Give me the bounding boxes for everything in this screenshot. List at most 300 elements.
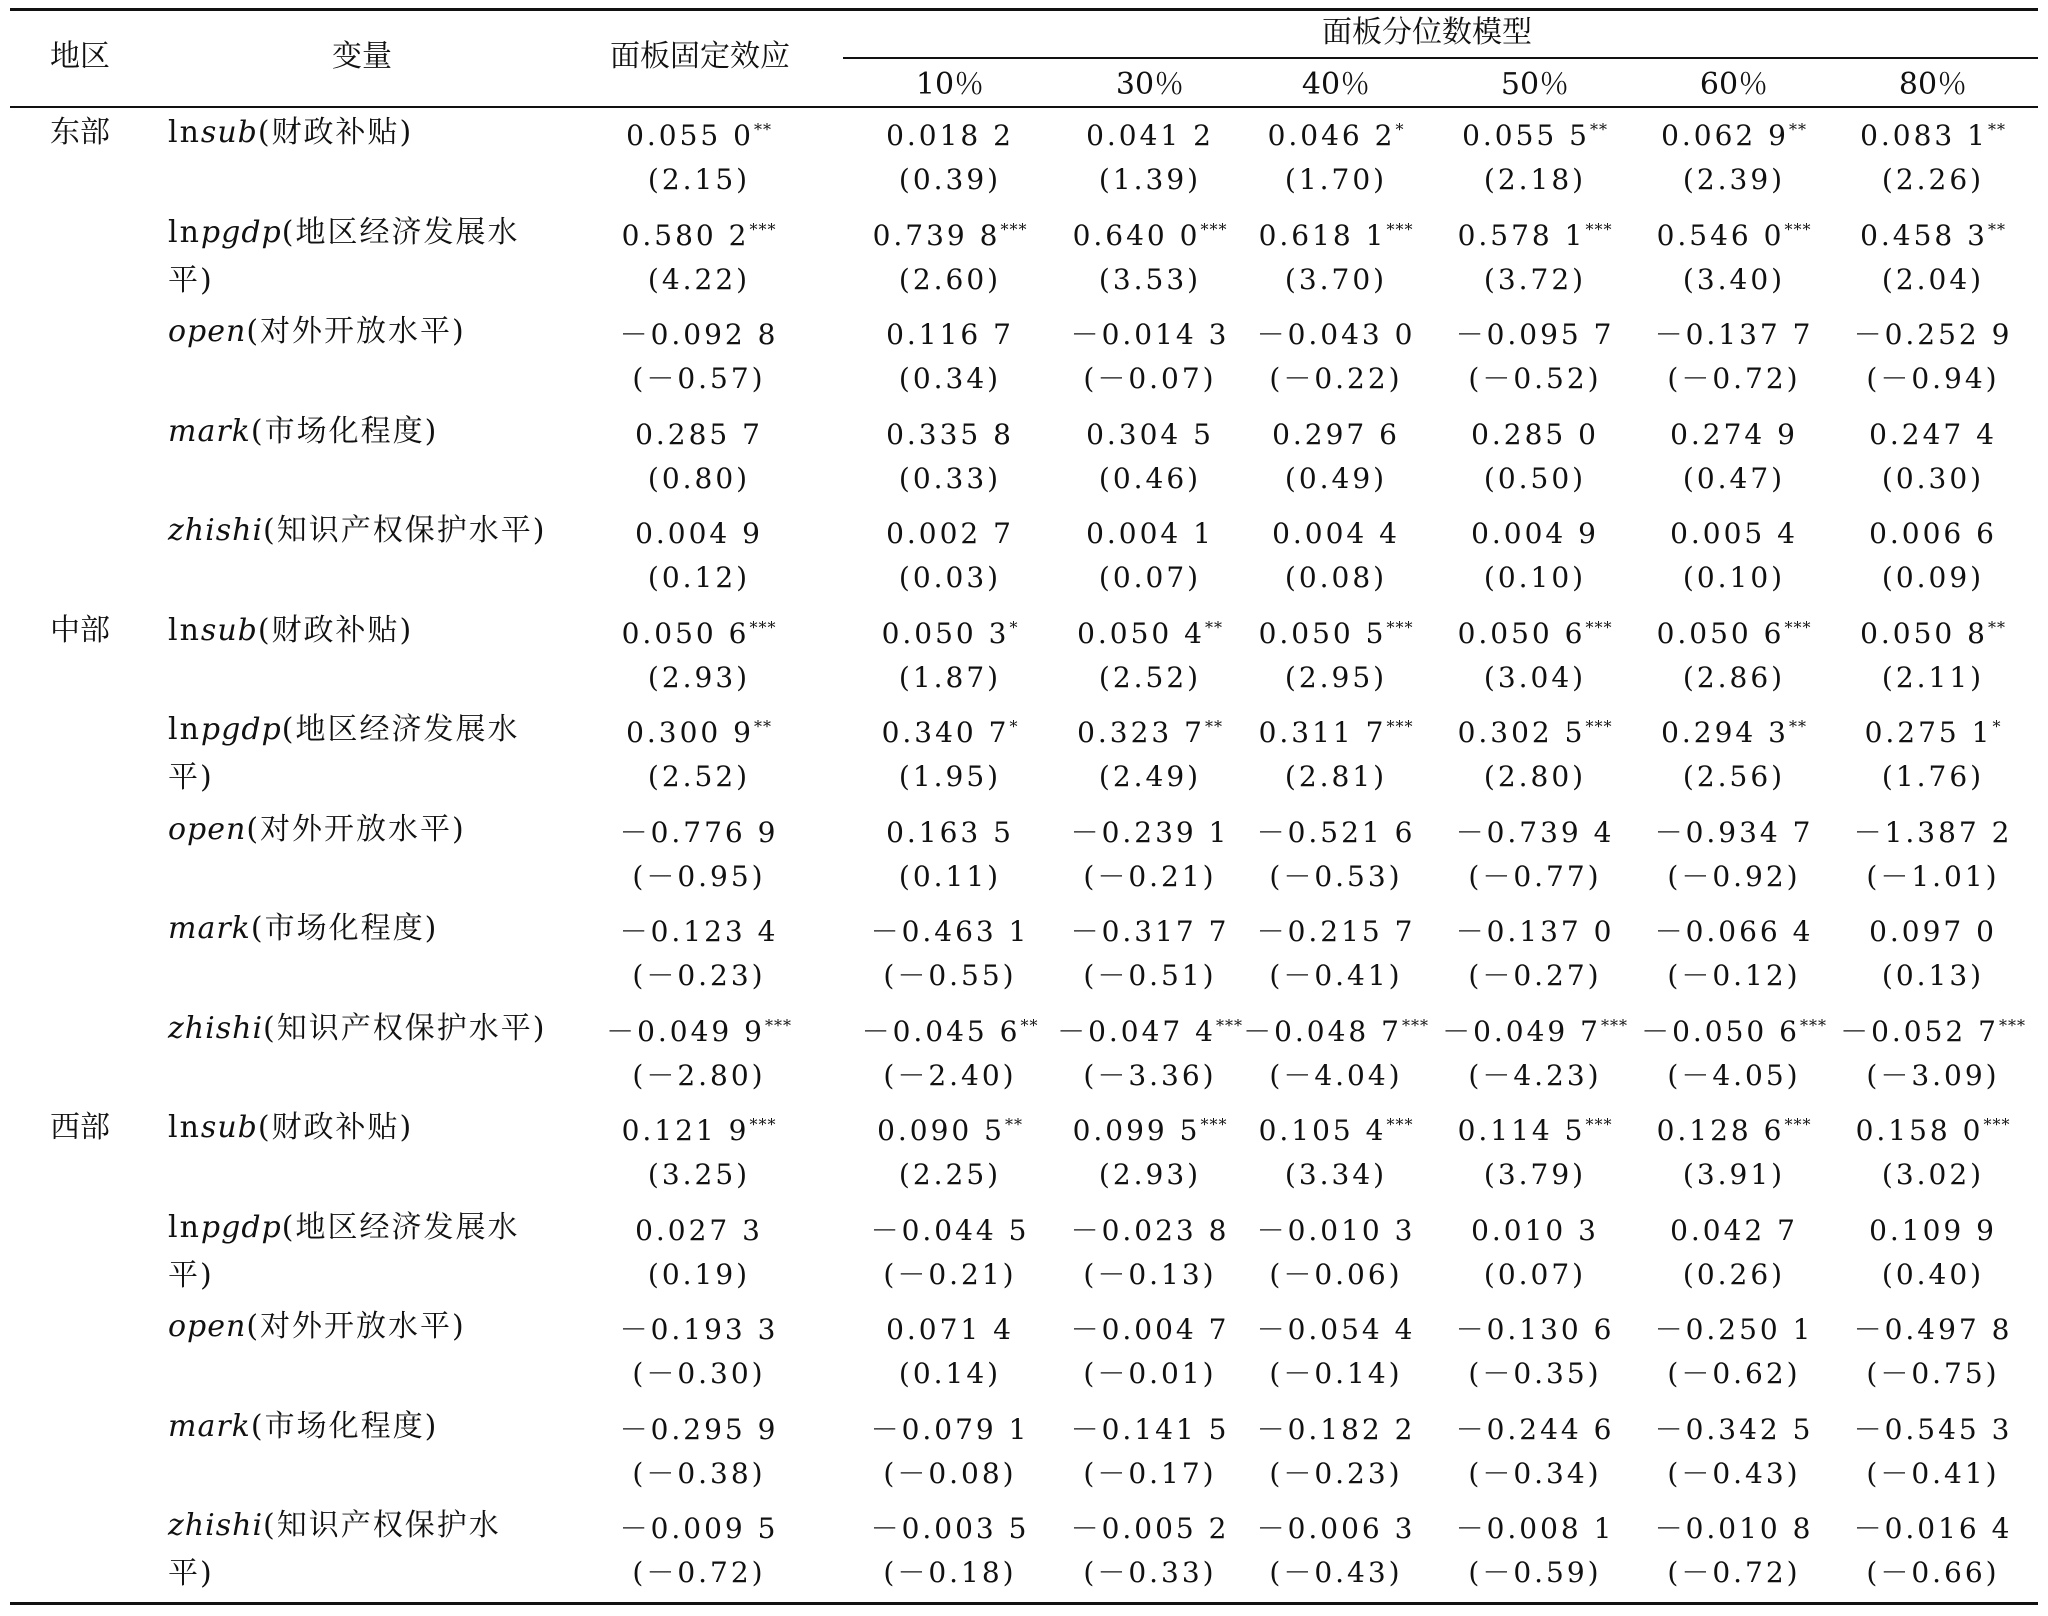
coefficient-cell [1055, 119, 1245, 152]
coefficient-cell [1241, 815, 1431, 849]
t-statistic-cell: (2.81) [1284, 760, 1388, 793]
coefficient-cell [1639, 218, 1829, 252]
t-statistic-cell: (0.39) [898, 163, 1002, 196]
coefficient-cell [1241, 716, 1431, 749]
coefficient-cell [1440, 1213, 1630, 1247]
coefficient-cell [604, 716, 794, 749]
t-statistic-cell: (－4.04) [1269, 1058, 1403, 1092]
coefficient-cell [1241, 1014, 1431, 1048]
coefficient-value: 0.050 5 [1258, 616, 1387, 650]
coefficient-value: 0.004 4 [1272, 517, 1400, 550]
coefficient-cell [1055, 517, 1245, 550]
significance-stars: *** [1401, 1015, 1429, 1035]
significance-stars: ** [1987, 120, 2006, 139]
coefficient-cell [604, 616, 794, 650]
coefficient-value: 0.006 6 [1869, 517, 1997, 550]
coefficient-cell [1440, 815, 1630, 849]
coefficient-value: －0.182 2 [1256, 1412, 1416, 1446]
coefficient-value: 0.294 3 [1661, 716, 1789, 749]
significance-stars: *** [1585, 717, 1613, 736]
coefficient-cell [1055, 1512, 1245, 1545]
coefficient-value: 0.027 3 [635, 1213, 763, 1247]
coefficient-value: －0.137 0 [1455, 915, 1615, 948]
coefficient-cell [1639, 1213, 1829, 1247]
coefficient-value: 0.739 8 [872, 218, 1001, 252]
variable-symbol: mark [168, 911, 251, 946]
significance-stars: * [1395, 120, 1405, 139]
coefficient-cell [604, 1512, 794, 1545]
coefficient-value: －0.215 7 [1256, 915, 1416, 948]
t-statistic-cell: (－0.72) [632, 1556, 766, 1589]
variable-label [168, 811, 466, 847]
coefficient-cell [1055, 318, 1245, 351]
t-statistic-cell: (2.26) [1881, 163, 1985, 196]
coefficient-cell [855, 616, 1045, 650]
coefficient-value: －0.003 5 [870, 1512, 1030, 1545]
variable-label-continuation: 平) [168, 1257, 214, 1293]
t-statistic-cell: (－1.01) [1866, 859, 2000, 893]
coefficient-cell [1440, 1412, 1630, 1446]
significance-stars: ** [1788, 120, 1807, 139]
coefficient-value: －0.050 6 [1641, 1014, 1800, 1048]
variable-description: (对外开放水平) [246, 811, 466, 847]
variable-description: (对外开放水平) [246, 1309, 466, 1344]
t-statistic-cell: (0.11) [898, 859, 1002, 893]
t-statistic-cell: (－0.23) [1269, 1456, 1403, 1490]
t-statistic-cell: (－0.06) [1269, 1257, 1403, 1291]
t-statistic-cell: (0.10) [1483, 561, 1587, 594]
significance-stars: *** [1784, 1115, 1812, 1134]
bottom-rule [10, 1602, 2038, 1605]
coefficient-cell [1838, 318, 2028, 351]
variable-label-continuation: 平) [168, 262, 214, 298]
coefficient-value: －0.342 5 [1654, 1412, 1814, 1446]
significance-stars: ** [1589, 120, 1608, 139]
coefficient-cell [1055, 1014, 1245, 1048]
t-statistic-cell: (0.26) [1682, 1257, 1786, 1291]
variable-symbol: open [168, 811, 247, 847]
significance-stars: *** [1784, 617, 1812, 637]
coefficient-cell [1639, 517, 1829, 550]
variable-symbol: mark [168, 1408, 251, 1444]
t-statistic-cell: (－0.21) [883, 1257, 1017, 1291]
variable-description: (知识产权保护水 [263, 1508, 501, 1543]
coefficient-value: －0.123 4 [619, 915, 779, 948]
header-bottom-rule [10, 106, 2038, 108]
t-statistic-cell: (3.34) [1284, 1158, 1388, 1191]
coefficient-value: 0.247 4 [1869, 417, 1997, 451]
variable-description: (市场化程度) [250, 911, 439, 946]
header-region: 地区 [50, 39, 110, 74]
coefficient-cell [1838, 417, 2028, 451]
significance-stars: ** [753, 120, 772, 139]
coefficient-cell [1241, 1512, 1431, 1545]
coefficient-cell [1639, 815, 1829, 849]
significance-stars: *** [1386, 219, 1414, 239]
t-statistic-cell: (3.02) [1881, 1158, 1985, 1191]
variable-prefix: ln [168, 1110, 201, 1145]
coefficient-value: 0.640 0 [1072, 218, 1201, 252]
coefficient-value: 0.311 7 [1258, 716, 1387, 749]
significance-stars: ** [1788, 717, 1807, 736]
t-statistic-cell: (－0.75) [1866, 1357, 2000, 1390]
t-statistic-cell: (2.25) [898, 1158, 1002, 1191]
coefficient-value: －0.244 6 [1455, 1412, 1615, 1446]
header-panel-quantile: 面板分位数模型 [1322, 15, 1532, 50]
t-statistic-cell: (－0.72) [1667, 362, 1801, 395]
coefficient-value: －0.545 3 [1853, 1412, 2013, 1446]
t-statistic-cell: (3.25) [647, 1158, 751, 1191]
coefficient-cell [604, 1114, 794, 1147]
coefficient-cell [855, 517, 1045, 550]
coefficient-value: －0.193 3 [619, 1313, 779, 1346]
coefficient-value: －0.016 4 [1853, 1512, 2013, 1545]
coefficient-value: 0.285 0 [1471, 417, 1599, 451]
t-statistic-cell: (2.80) [1483, 760, 1587, 793]
coefficient-value: －0.252 9 [1853, 318, 2013, 351]
coefficient-value: 0.062 9 [1661, 119, 1789, 152]
t-statistic-cell: (－4.05) [1667, 1058, 1801, 1092]
variable-symbol: pgdp [200, 214, 282, 250]
t-statistic-cell: (0.47) [1682, 461, 1786, 495]
significance-stars: * [1009, 717, 1019, 736]
significance-stars: *** [1585, 219, 1613, 239]
t-statistic-cell: (2.52) [647, 760, 751, 793]
coefficient-cell [1639, 1014, 1829, 1048]
variable-description: (财政补贴) [257, 1110, 414, 1145]
coefficient-value: 0.099 5 [1072, 1114, 1201, 1147]
coefficient-cell [1639, 616, 1829, 650]
variable-description: (对外开放水平) [246, 314, 466, 349]
quantile-header: 50％ [1500, 67, 1570, 102]
significance-stars: *** [749, 219, 777, 239]
coefficient-cell [1055, 616, 1245, 650]
coefficient-value: 0.010 3 [1471, 1213, 1599, 1247]
variable-description: (财政补贴) [257, 612, 414, 648]
t-statistic-cell: (－0.43) [1269, 1556, 1403, 1589]
coefficient-value: －0.317 7 [1070, 915, 1230, 948]
coefficient-value: －0.004 7 [1070, 1313, 1230, 1346]
coefficient-value: 0.050 6 [1457, 616, 1586, 650]
t-statistic-cell: (－0.41) [1866, 1456, 2000, 1490]
coefficient-value: 0.004 9 [635, 517, 763, 550]
t-statistic-cell: (0.14) [898, 1357, 1002, 1390]
quantile-header: 10％ [915, 67, 985, 102]
coefficient-value: －0.010 8 [1654, 1512, 1814, 1545]
coefficient-cell [1241, 119, 1431, 152]
coefficient-value: －0.295 9 [619, 1412, 779, 1446]
coefficient-value: 0.046 2 [1267, 119, 1396, 152]
variable-label [168, 513, 547, 548]
variable-description: (市场化程度) [250, 413, 439, 449]
coefficient-cell [604, 1313, 794, 1346]
variable-symbol: sub [200, 612, 258, 648]
coefficient-value: 0.050 6 [621, 616, 750, 650]
variable-symbol: pgdp [200, 712, 282, 747]
t-statistic-cell: (－0.55) [883, 959, 1017, 992]
coefficient-cell [1639, 1114, 1829, 1147]
coefficient-cell [855, 1213, 1045, 1247]
coefficient-value: －0.043 0 [1256, 318, 1416, 351]
coefficient-value: 0.050 8 [1860, 616, 1988, 650]
variable-label-continuation: 平) [168, 1556, 214, 1591]
coefficient-cell [1440, 1014, 1630, 1048]
significance-stars: *** [1215, 1015, 1243, 1035]
coefficient-value: －0.006 3 [1256, 1512, 1416, 1545]
significance-stars: ** [1204, 617, 1223, 637]
t-statistic-cell: (3.53) [1098, 262, 1202, 296]
t-statistic-cell: (－0.51) [1083, 959, 1217, 992]
t-statistic-cell: (－0.23) [632, 959, 766, 992]
significance-stars: *** [1585, 1115, 1613, 1134]
t-statistic-cell: (0.08) [1284, 561, 1388, 594]
significance-stars: *** [1799, 1015, 1827, 1035]
coefficient-cell [855, 1313, 1045, 1346]
significance-stars: ** [753, 717, 772, 736]
coefficient-cell [1241, 915, 1431, 948]
coefficient-cell [1241, 517, 1431, 550]
t-statistic-cell: (－0.21) [1083, 859, 1217, 893]
header-variable: 变量 [332, 39, 392, 74]
t-statistic-cell: (0.07) [1098, 561, 1202, 594]
coefficient-cell [855, 815, 1045, 849]
significance-stars: * [1009, 617, 1019, 637]
coefficient-cell [1241, 1313, 1431, 1346]
variable-label [168, 712, 520, 747]
t-statistic-cell: (2.15) [647, 163, 751, 196]
t-statistic-cell: (1.70) [1284, 163, 1388, 196]
region-label: 中部 [50, 612, 110, 648]
variable-label [168, 115, 414, 150]
coefficient-value: －0.014 3 [1070, 318, 1230, 351]
coefficient-cell [1440, 218, 1630, 252]
coefficient-value: 0.618 1 [1258, 218, 1387, 252]
variable-symbol: zhishi [168, 1508, 264, 1543]
variable-label [168, 612, 414, 648]
t-statistic-cell: (－0.30) [632, 1357, 766, 1390]
coefficient-cell [1838, 1512, 2028, 1545]
t-statistic-cell: (1.39) [1098, 163, 1202, 196]
t-statistic-cell: (2.04) [1881, 262, 1985, 296]
coefficient-value: 0.050 3 [881, 616, 1010, 650]
coefficient-cell [1838, 915, 2028, 948]
significance-stars: *** [1585, 617, 1613, 637]
header-fixed-effect: 面板固定效应 [610, 39, 790, 74]
coefficient-value: －0.044 5 [870, 1213, 1030, 1247]
top-rule [10, 8, 2038, 11]
t-statistic-cell: (0.03) [898, 561, 1002, 594]
coefficient-value: 0.114 5 [1457, 1114, 1586, 1147]
coefficient-cell [1639, 716, 1829, 749]
coefficient-value: 0.071 4 [886, 1313, 1014, 1346]
t-statistic-cell: (2.52) [1098, 660, 1202, 694]
variable-prefix: ln [168, 1209, 201, 1245]
coefficient-value: 0.050 6 [1656, 616, 1785, 650]
variable-description: (知识产权保护水平) [263, 513, 547, 548]
t-statistic-cell: (0.46) [1098, 461, 1202, 495]
coefficient-value: －0.047 4 [1057, 1014, 1216, 1048]
t-statistic-cell: (4.22) [647, 262, 751, 296]
coefficient-value: 0.050 4 [1077, 616, 1205, 650]
t-statistic-cell: (－0.22) [1269, 362, 1403, 395]
variable-description: (地区经济发展水 [281, 214, 520, 250]
variable-prefix: ln [168, 612, 201, 648]
t-statistic-cell: (2.11) [1881, 660, 1985, 694]
coefficient-cell [1838, 716, 2028, 749]
quantile-header: 80％ [1898, 67, 1968, 102]
coefficient-value: －0.934 7 [1654, 815, 1814, 849]
coefficient-cell [1440, 1313, 1630, 1346]
coefficient-value: －0.023 8 [1070, 1213, 1230, 1247]
coefficient-cell [604, 1412, 794, 1446]
coefficient-value: －0.141 5 [1070, 1412, 1230, 1446]
coefficient-cell [604, 119, 794, 152]
significance-stars: *** [1200, 219, 1228, 239]
quantile-header-rule [843, 57, 2038, 59]
coefficient-value: 0.300 9 [626, 716, 754, 749]
coefficient-cell [1241, 318, 1431, 351]
t-statistic-cell: (0.50) [1483, 461, 1587, 495]
coefficient-cell [1838, 119, 2028, 152]
variable-description: (财政补贴) [257, 115, 414, 150]
coefficient-cell [855, 417, 1045, 451]
t-statistic-cell: (0.07) [1483, 1257, 1587, 1291]
t-statistic-cell: (－0.95) [632, 859, 766, 893]
t-statistic-cell: (－0.77) [1468, 859, 1602, 893]
coefficient-value: 0.302 5 [1457, 716, 1586, 749]
coefficient-value: －0.250 1 [1654, 1313, 1814, 1346]
coefficient-cell [1055, 716, 1245, 749]
coefficient-value: －0.137 7 [1654, 318, 1814, 351]
t-statistic-cell: (2.49) [1098, 760, 1202, 793]
t-statistic-cell: (－0.27) [1468, 959, 1602, 992]
t-statistic-cell: (2.39) [1682, 163, 1786, 196]
significance-stars: *** [1386, 1115, 1414, 1134]
variable-description: (地区经济发展水 [281, 712, 520, 747]
coefficient-cell [1440, 119, 1630, 152]
coefficient-value: 0.458 3 [1860, 218, 1988, 252]
t-statistic-cell: (2.56) [1682, 760, 1786, 793]
quantile-header: 40％ [1301, 67, 1371, 102]
coefficient-value: 0.578 1 [1457, 218, 1586, 252]
coefficient-value: 0.002 7 [886, 517, 1014, 550]
variable-prefix: ln [168, 214, 201, 250]
coefficient-value: 0.097 0 [1869, 915, 1997, 948]
coefficient-value: 0.580 2 [621, 218, 750, 252]
coefficient-cell [1055, 1114, 1245, 1147]
coefficient-cell [1838, 1213, 2028, 1247]
coefficient-cell [855, 915, 1045, 948]
coefficient-value: 0.285 7 [635, 417, 763, 451]
t-statistic-cell: (－0.35) [1468, 1357, 1602, 1390]
coefficient-value: 0.340 7 [881, 716, 1010, 749]
t-statistic-cell: (2.93) [1098, 1158, 1202, 1191]
variable-label [168, 911, 439, 946]
coefficient-value: 0.018 2 [886, 119, 1014, 152]
coefficient-value: 0.041 2 [1086, 119, 1214, 152]
coefficient-value: 0.275 1 [1864, 716, 1993, 749]
t-statistic-cell: (2.18) [1483, 163, 1587, 196]
variable-label [168, 1010, 547, 1046]
t-statistic-cell: (－2.80) [632, 1058, 766, 1092]
coefficient-cell [1440, 716, 1630, 749]
t-statistic-cell: (－0.59) [1468, 1556, 1602, 1589]
variable-label [168, 214, 520, 250]
t-statistic-cell: (2.95) [1284, 660, 1388, 694]
coefficient-cell [604, 1213, 794, 1247]
t-statistic-cell: (0.33) [898, 461, 1002, 495]
t-statistic-cell: (0.34) [898, 362, 1002, 395]
coefficient-value: 0.055 0 [626, 119, 754, 152]
significance-stars: *** [749, 1115, 777, 1134]
coefficient-cell [855, 716, 1045, 749]
coefficient-cell [604, 417, 794, 451]
coefficient-cell [1838, 1014, 2028, 1048]
coefficient-value: 0.128 6 [1656, 1114, 1785, 1147]
coefficient-value: 0.323 7 [1077, 716, 1205, 749]
variable-label [168, 413, 439, 449]
coefficient-value: 0.004 1 [1086, 517, 1214, 550]
coefficient-value: －0.079 1 [870, 1412, 1030, 1446]
coefficient-cell [1838, 218, 2028, 252]
t-statistic-cell: (－0.12) [1667, 959, 1801, 992]
significance-stars: ** [1987, 617, 2006, 637]
coefficient-cell [1639, 1412, 1829, 1446]
coefficient-cell [1639, 915, 1829, 948]
variable-symbol: pgdp [200, 1209, 282, 1245]
t-statistic-cell: (0.80) [647, 461, 751, 495]
variable-label [168, 1508, 501, 1543]
quantile-header: 30％ [1115, 67, 1185, 102]
coefficient-cell [604, 1014, 794, 1048]
coefficient-cell [1639, 119, 1829, 152]
t-statistic-cell: (－0.92) [1667, 859, 1801, 893]
coefficient-cell [1440, 616, 1630, 650]
variable-description: (知识产权保护水平) [263, 1010, 547, 1046]
coefficient-value: －0.776 9 [619, 815, 779, 849]
variable-label [168, 1209, 520, 1245]
significance-stars: *** [1386, 717, 1414, 736]
t-statistic-cell: (3.72) [1483, 262, 1587, 296]
coefficient-value: －0.497 8 [1853, 1313, 2013, 1346]
coefficient-cell [1055, 1412, 1245, 1446]
significance-stars: *** [749, 617, 777, 637]
significance-stars: *** [764, 1015, 792, 1035]
coefficient-cell [1838, 815, 2028, 849]
t-statistic-cell: (－0.13) [1083, 1257, 1217, 1291]
coefficient-cell [1838, 1114, 2028, 1147]
coefficient-value: －0.052 7 [1840, 1014, 1999, 1048]
significance-stars: *** [1386, 617, 1414, 637]
coefficient-cell [1440, 915, 1630, 948]
coefficient-value: －0.009 5 [619, 1512, 779, 1545]
variable-label [168, 1309, 466, 1344]
quantile-header: 60％ [1699, 67, 1769, 102]
t-statistic-cell: (3.04) [1483, 660, 1587, 694]
coefficient-value: 0.335 8 [886, 417, 1014, 451]
coefficient-cell [1440, 517, 1630, 550]
t-statistic-cell: (－3.09) [1866, 1058, 2000, 1092]
coefficient-value: 0.116 7 [886, 318, 1014, 351]
t-statistic-cell: (－3.36) [1083, 1058, 1217, 1092]
coefficient-value: 0.274 9 [1670, 417, 1798, 451]
coefficient-value: 0.546 0 [1656, 218, 1785, 252]
variable-symbol: open [168, 314, 247, 349]
coefficient-value: 0.297 6 [1272, 417, 1400, 451]
variable-description: (市场化程度) [250, 1408, 439, 1444]
coefficient-cell [855, 1512, 1045, 1545]
t-statistic-cell: (－0.34) [1468, 1456, 1602, 1490]
